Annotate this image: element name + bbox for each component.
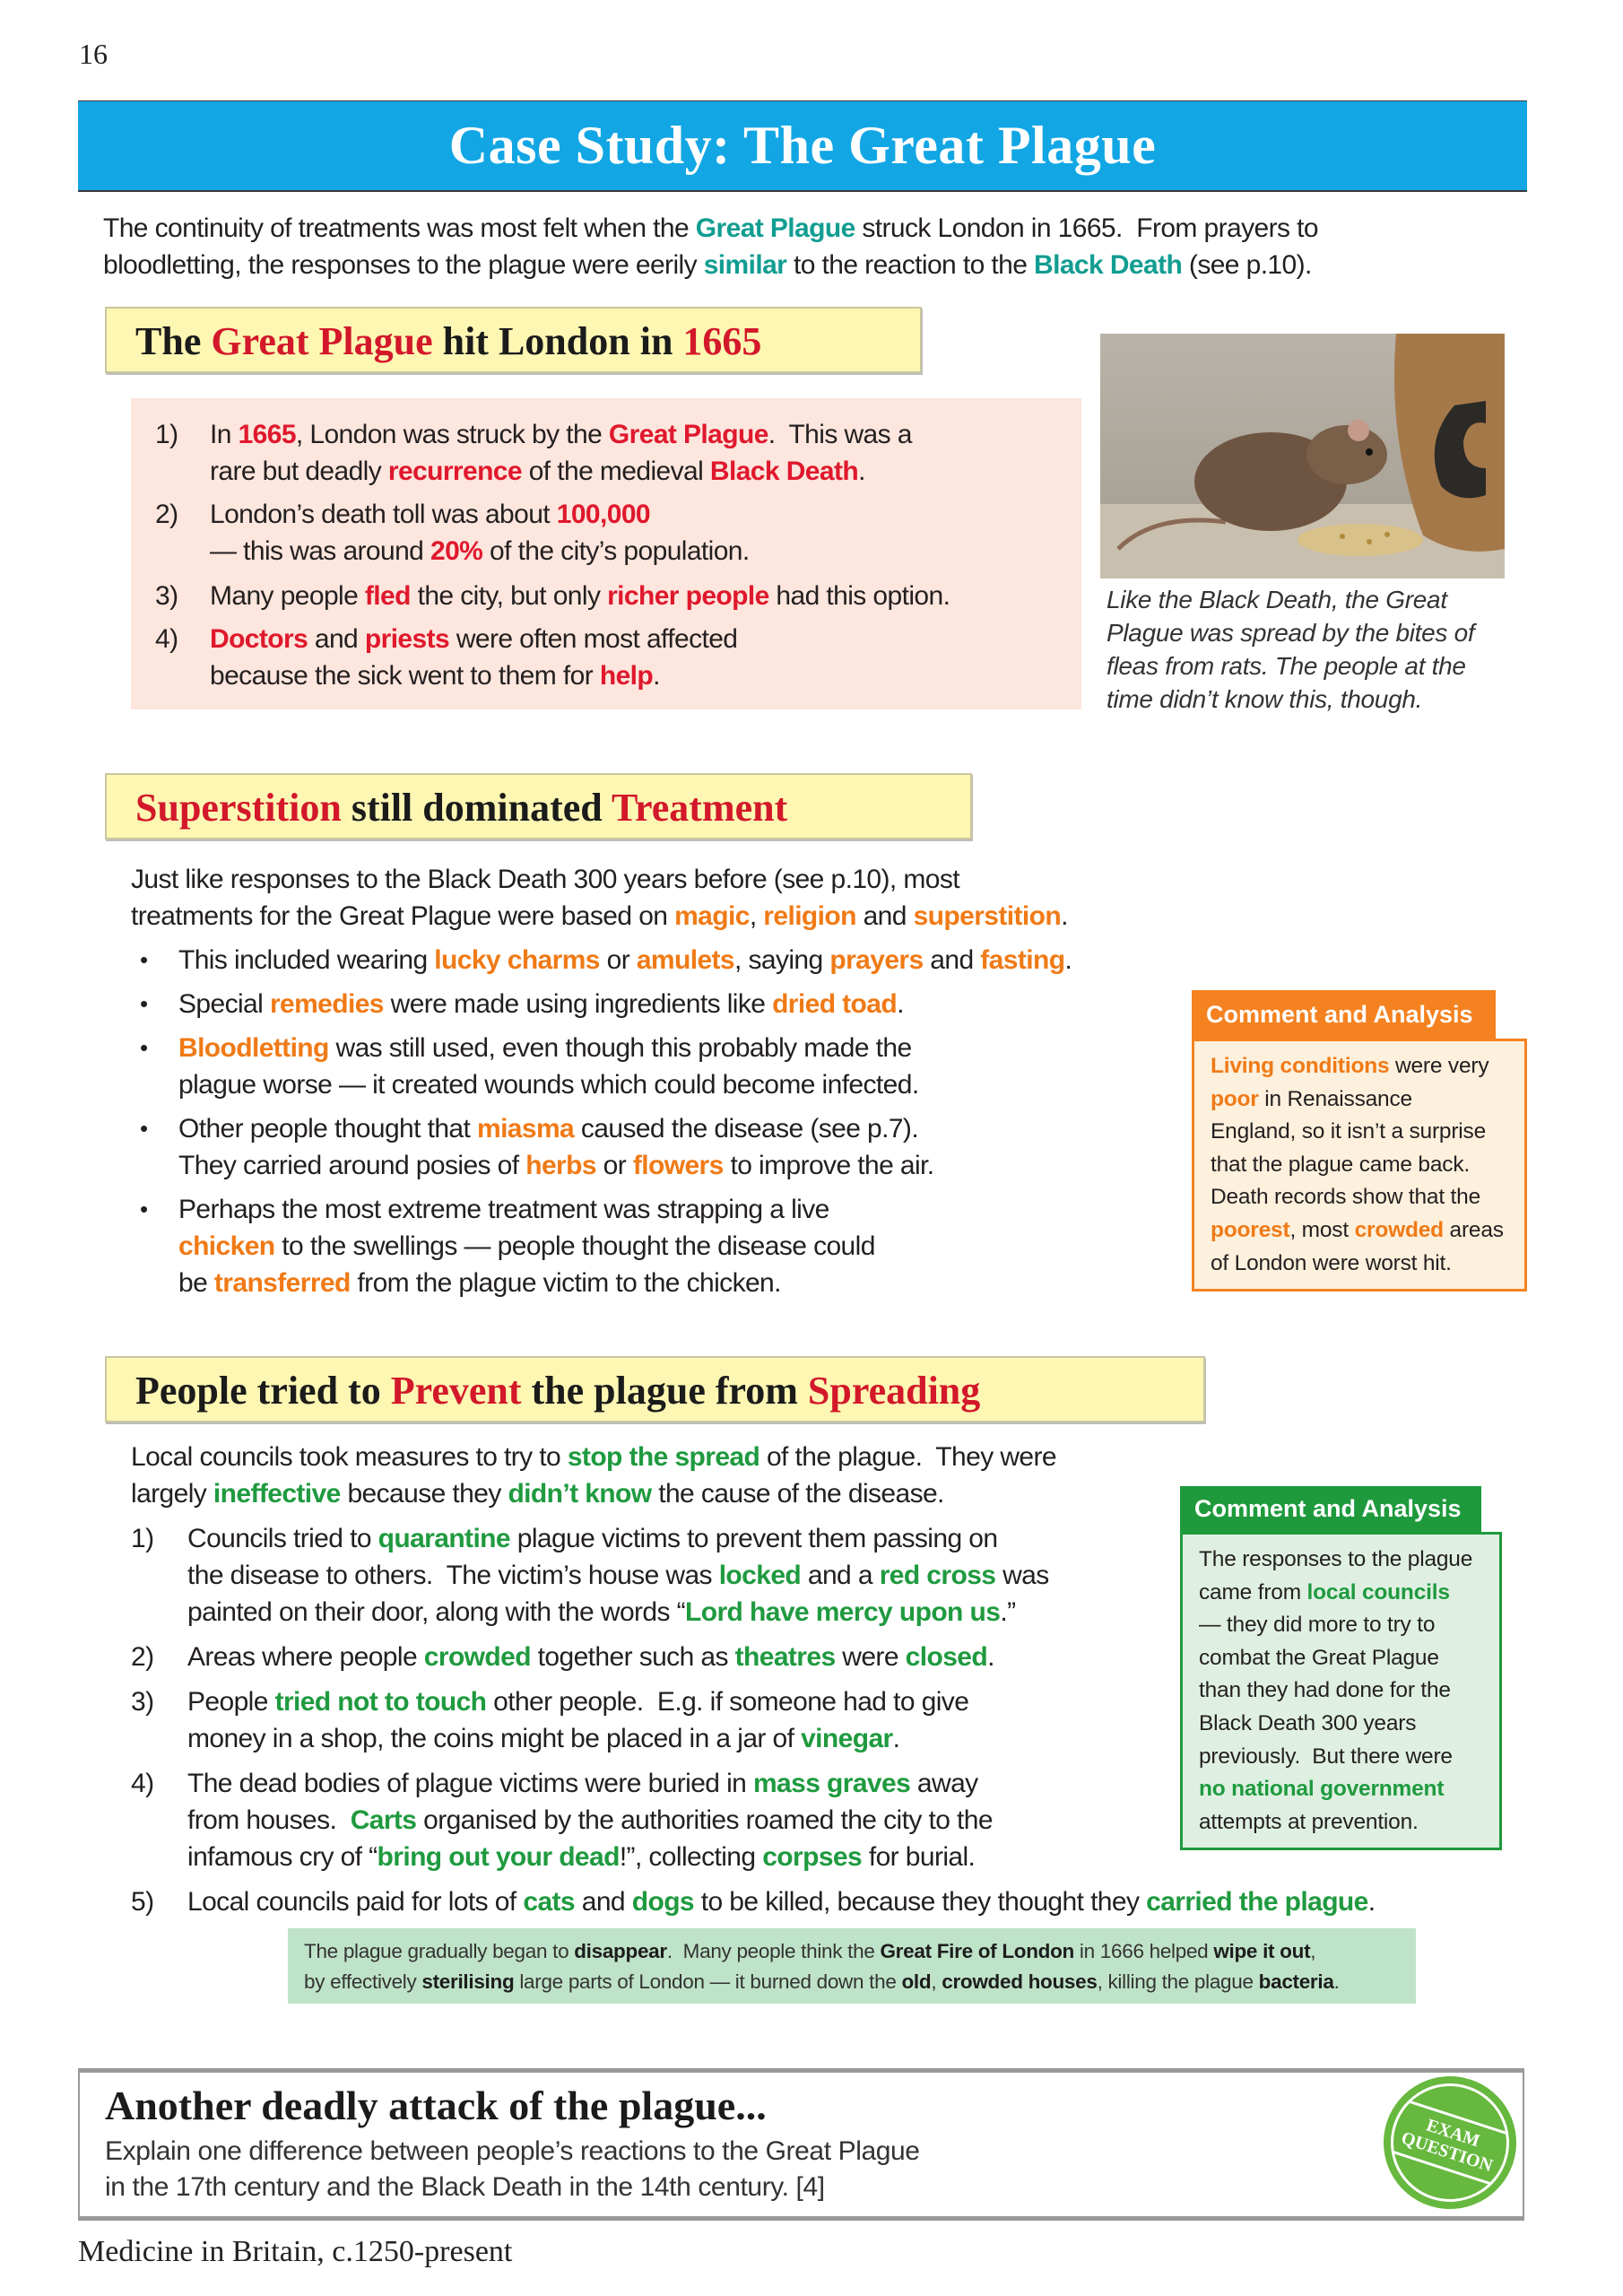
- text-run: The: [135, 319, 212, 363]
- highlighted-text: crowded: [423, 1642, 531, 1672]
- section-heading-great-plague: [105, 307, 922, 373]
- bullet-text: [178, 986, 904, 1022]
- text-run: . This was a rare but deadly: [210, 420, 912, 486]
- highlighted-text: amulets: [636, 945, 735, 975]
- bullet-item: [131, 942, 1072, 978]
- text-run: .: [858, 457, 865, 486]
- page-number: 16: [79, 38, 108, 70]
- text-run: to the reaction to the: [786, 250, 1035, 280]
- highlighted-text: religion: [763, 901, 856, 931]
- text-run: were made using ingredients like: [383, 989, 773, 1019]
- text-run: London’s death toll was about: [210, 500, 557, 529]
- bullet-text: [178, 942, 1072, 978]
- highlighted-text: help: [599, 661, 654, 691]
- text-run: Local councils took measures to try to: [131, 1442, 568, 1472]
- highlighted-text: crowded houses: [942, 1970, 1098, 1993]
- text-run: were often most affected because the sick went to them for: [210, 624, 738, 691]
- item-text: [210, 621, 737, 694]
- item-number: 3): [155, 581, 178, 611]
- item-number: 4): [155, 624, 178, 654]
- bullet-text: [178, 1030, 919, 1103]
- photo-caption: Like the Black Death, the Great Plague was spread by the bites of fleas from rats. The people at the time didn’t know this, though.: [1107, 586, 1475, 713]
- text-run: !”, collecting: [619, 1842, 763, 1872]
- text-run: Areas where people: [187, 1642, 424, 1672]
- text-run: the cause of the disease.: [651, 1479, 944, 1509]
- text-run: or: [595, 1151, 633, 1180]
- text-run: for burial.: [862, 1842, 976, 1872]
- text-run: , most: [1289, 1217, 1355, 1242]
- item-text: [210, 416, 912, 490]
- highlighted-text: poorest: [1211, 1217, 1290, 1242]
- text-run: Special: [178, 989, 270, 1019]
- text-run: plague victims to prevent them passing on the disease to others. The victim’s house was: [187, 1524, 998, 1590]
- text-run: to the swellings — people thought the disease could be: [178, 1231, 875, 1298]
- section-heading-superstition: [105, 773, 972, 839]
- highlighted-text: priests: [364, 624, 450, 654]
- text-run: areas of London were worst hit.: [1211, 1217, 1504, 1275]
- text-run: This included wearing: [178, 945, 435, 975]
- text-run: and: [575, 1887, 632, 1917]
- text-run: were: [835, 1642, 906, 1672]
- treatment-intro: [131, 861, 1072, 935]
- highlighted-text: 20%: [430, 536, 483, 566]
- text-run: People: [187, 1687, 275, 1717]
- highlighted-text: fled: [364, 581, 411, 611]
- highlighted-text: sterilising: [421, 1970, 515, 1993]
- text-run: .: [1064, 945, 1072, 975]
- text-run: and a: [801, 1561, 880, 1590]
- facts-list: [155, 416, 950, 694]
- highlighted-text: didn’t know: [508, 1479, 652, 1509]
- text-run: The continuity of treatments was most felt when the: [103, 213, 696, 243]
- comment-analysis-header: Comment and Analysis: [1192, 990, 1496, 1039]
- text-run: .: [892, 1724, 900, 1753]
- text-run: — they did more to try to combat the Great Plague than they had done for the Black Death 300 years previously. But there were: [1199, 1613, 1453, 1769]
- highlighted-text: prayers: [829, 945, 924, 975]
- highlighted-text: bring out your dead: [377, 1842, 620, 1872]
- bullet-text: [178, 1191, 875, 1301]
- bullet-item: [131, 1030, 1072, 1103]
- text-run: large parts of London — it burned down the: [514, 1970, 902, 1993]
- item-text: [187, 1520, 1049, 1631]
- highlighted-text: superstition: [913, 901, 1062, 931]
- list-item: [155, 621, 950, 694]
- bullet-icon: •: [140, 1034, 148, 1061]
- exam-question-title: Another deadly attack of the plague...: [105, 2083, 767, 2128]
- highlighted-text: similar: [703, 250, 787, 280]
- item-text: [187, 1883, 1375, 1920]
- text-run: , killing the plague: [1097, 1970, 1259, 1993]
- text-run: ,: [749, 901, 764, 931]
- highlighted-text: local councils: [1306, 1579, 1450, 1605]
- bullet-icon: •: [140, 1196, 148, 1222]
- text-run: and: [855, 901, 914, 931]
- list-item: [155, 578, 950, 614]
- item-text: [210, 578, 950, 614]
- highlighted-text: Superstition: [135, 786, 342, 830]
- page-title: Case Study: The Great Plague: [448, 116, 1157, 175]
- highlighted-text: theatres: [734, 1642, 836, 1672]
- highlighted-text: magic: [674, 901, 750, 931]
- highlighted-text: Carts: [350, 1805, 417, 1835]
- text-run: Perhaps the most extreme treatment was strapping a live: [178, 1195, 829, 1224]
- item-text: [210, 496, 750, 570]
- highlighted-text: Doctors: [210, 624, 308, 654]
- highlighted-text: Black Death: [709, 457, 859, 486]
- text-run: People tried to: [135, 1369, 391, 1413]
- highlighted-text: miasma: [477, 1114, 575, 1144]
- highlighted-text: vinegar: [801, 1724, 893, 1753]
- text-run: The dead bodies of plague victims were buried in: [187, 1769, 753, 1798]
- bullet-item: [131, 1191, 1072, 1301]
- item-text: [187, 1639, 994, 1675]
- text-run: , saying: [734, 945, 830, 975]
- text-run: had this option.: [768, 581, 950, 611]
- text-run: and: [308, 624, 365, 654]
- highlighted-text: no national government: [1199, 1777, 1445, 1802]
- exam-question-text: Explain one difference between people’s reactions to the Great Plague in the 17th century and the Black Death in the 14th century. [4]: [105, 2136, 920, 2202]
- text-run: .: [1367, 1887, 1376, 1917]
- title-banner: [78, 100, 1527, 192]
- text-run: , London was struck by the: [295, 420, 609, 449]
- text-run: of the plague. They were largely: [131, 1442, 1056, 1509]
- footer-subject: Medicine in Britain, c.1250-present: [78, 2235, 513, 2268]
- highlighted-text: fasting: [980, 945, 1065, 975]
- comment-analysis-body: [1180, 1532, 1502, 1850]
- item-number: 3): [131, 1687, 154, 1717]
- text-run: and: [923, 945, 981, 975]
- text-run: Many people: [210, 581, 365, 611]
- text-run: .: [1333, 1970, 1340, 1993]
- text-run: other people. E.g. if someone had to give money in a shop, the coins might be placed in a jar of: [187, 1687, 969, 1753]
- highlighted-text: Great Plague: [695, 213, 855, 243]
- highlighted-text: richer people: [607, 581, 769, 611]
- bullet-icon: •: [140, 1115, 148, 1142]
- highlighted-text: Living conditions: [1211, 1054, 1390, 1078]
- highlighted-text: Great Fire of London: [880, 1940, 1074, 1962]
- highlighted-text: lucky charms: [434, 945, 600, 975]
- highlighted-text: dogs: [631, 1887, 695, 1917]
- text-run: Local councils paid for lots of: [187, 1887, 524, 1917]
- text-run: organised by the authorities roamed the city to the infamous cry of “: [187, 1805, 993, 1872]
- highlighted-text: chicken: [178, 1231, 275, 1261]
- bullet-item: [131, 986, 1072, 1022]
- text-run: was painted on their door, along with the words “: [187, 1561, 1049, 1627]
- list-item: [155, 416, 950, 490]
- treatment-section: [131, 861, 1072, 1301]
- item-number: 5): [131, 1887, 154, 1917]
- text-run: because they: [340, 1479, 508, 1509]
- item-text: [187, 1765, 993, 1875]
- highlighted-text: bacteria: [1258, 1970, 1334, 1993]
- highlighted-text: 1665: [682, 319, 762, 363]
- text-run: was still used, even though this probably made the plague worse — it created wounds which could become infected.: [178, 1033, 919, 1100]
- highlighted-text: Bloodletting: [178, 1033, 329, 1063]
- highlighted-text: tried not to touch: [274, 1687, 487, 1717]
- highlighted-text: closed: [905, 1642, 988, 1672]
- highlighted-text: ineffective: [213, 1479, 341, 1509]
- highlighted-text: transferred: [213, 1268, 351, 1298]
- exam-question-box: [78, 2068, 1524, 2221]
- text-run: to improve the air.: [723, 1151, 934, 1180]
- text-run: in 1666 helped: [1073, 1940, 1214, 1962]
- text-run: . Many people think the: [666, 1940, 881, 1962]
- bullet-item: [131, 1110, 1072, 1184]
- text-run: .: [897, 989, 904, 1019]
- text-run: .”: [1000, 1597, 1016, 1627]
- text-run: in Renaissance England, so it isn’t a surprise that the plague came back. Death records show that the: [1211, 1086, 1487, 1210]
- item-number: 2): [131, 1642, 154, 1672]
- text-run: .: [1061, 901, 1068, 931]
- highlighted-text: Black Death: [1034, 250, 1183, 280]
- rat-photo: [1100, 334, 1505, 578]
- highlighted-text: carried the plague: [1146, 1887, 1368, 1917]
- text-run: ,: [931, 1970, 942, 1993]
- great-fire-note: [288, 1928, 1416, 2004]
- list-item: [155, 496, 950, 570]
- text-run: of the city’s population.: [482, 536, 750, 566]
- highlighted-text: quarantine: [378, 1524, 510, 1553]
- list-item: [131, 1883, 1375, 1920]
- text-run: the city, but only: [410, 581, 608, 611]
- text-run: or: [599, 945, 637, 975]
- highlighted-text: dried toad: [772, 989, 898, 1019]
- highlighted-text: recurrence: [387, 457, 522, 486]
- text-run: .: [987, 1642, 994, 1672]
- highlighted-text: wipe it out: [1213, 1940, 1311, 1962]
- section-heading-prevent: [105, 1356, 1205, 1422]
- item-number: 1): [131, 1524, 154, 1553]
- badge-label: EXAM QUESTION: [1393, 2100, 1506, 2185]
- text-run: .: [653, 661, 660, 691]
- highlighted-text: Great Plague: [608, 420, 768, 449]
- text-run: (see p.10).: [1182, 250, 1312, 280]
- highlighted-text: cats: [523, 1887, 576, 1917]
- highlighted-text: locked: [718, 1561, 802, 1590]
- highlighted-text: stop the spread: [567, 1442, 760, 1472]
- text-run: Just like responses to the Black Death 300 years before (see p.10), most treatments for the Great Plague were based on: [131, 865, 959, 931]
- highlighted-text: old: [901, 1970, 932, 1993]
- text-run: were very: [1395, 1054, 1489, 1078]
- highlighted-text: 1665: [238, 420, 296, 449]
- highlighted-text: Prevent: [390, 1369, 522, 1413]
- highlighted-text: 100,000: [556, 500, 651, 529]
- text-run: The plague gradually began to: [304, 1940, 575, 1962]
- text-run: Councils tried to: [187, 1524, 378, 1553]
- highlighted-text: remedies: [269, 989, 384, 1019]
- highlighted-text: Spreading: [807, 1369, 981, 1413]
- text-run: from the plague victim to the chicken.: [350, 1268, 781, 1298]
- highlighted-text: Lord have mercy upon us: [685, 1597, 1001, 1627]
- text-run: the plague from: [521, 1369, 808, 1413]
- highlighted-text: red cross: [879, 1561, 996, 1590]
- highlighted-text: Treatment: [611, 786, 788, 830]
- highlighted-text: corpses: [762, 1842, 863, 1872]
- text-run: , by effectively: [304, 1940, 1316, 1993]
- text-run: struck London in 1665. From prayers to bloodletting, the responses to the plague were eerily: [103, 213, 1318, 280]
- comment-analysis-header: Comment and Analysis: [1180, 1486, 1481, 1532]
- item-number: 2): [155, 500, 178, 529]
- highlighted-text: herbs: [525, 1151, 596, 1180]
- text-run: attempts at prevention.: [1199, 1809, 1419, 1834]
- highlighted-text: poor: [1211, 1086, 1259, 1111]
- bullet-icon: •: [140, 946, 148, 973]
- bullet-text: [178, 1110, 934, 1184]
- intro-paragraph: [103, 210, 1318, 283]
- comment-analysis-body: [1192, 1039, 1527, 1292]
- text-run: hit London in: [432, 319, 683, 363]
- highlighted-text: disappear: [574, 1940, 667, 1962]
- bullet-icon: •: [140, 990, 148, 1017]
- highlighted-text: flowers: [632, 1151, 724, 1180]
- text-run: — this was around: [210, 536, 424, 566]
- text-run: Other people thought that: [178, 1114, 477, 1144]
- text-run: still dominated: [341, 786, 612, 830]
- highlighted-text: mass graves: [752, 1769, 911, 1798]
- highlighted-text: Great Plague: [211, 319, 433, 363]
- text-run: caused the disease (see p.7). They carried around posies of: [178, 1114, 919, 1180]
- text-run: In: [210, 420, 239, 449]
- text-run: to be killed, because they thought they: [694, 1887, 1147, 1917]
- item-number: 1): [155, 420, 178, 449]
- highlighted-text: crowded: [1354, 1217, 1444, 1242]
- text-run: The responses to the plague came from: [1199, 1547, 1473, 1605]
- text-run: of the medieval: [521, 457, 710, 486]
- item-text: [187, 1683, 968, 1757]
- text-run: away from houses.: [187, 1769, 978, 1835]
- item-number: 4): [131, 1769, 154, 1798]
- text-run: together such as: [530, 1642, 735, 1672]
